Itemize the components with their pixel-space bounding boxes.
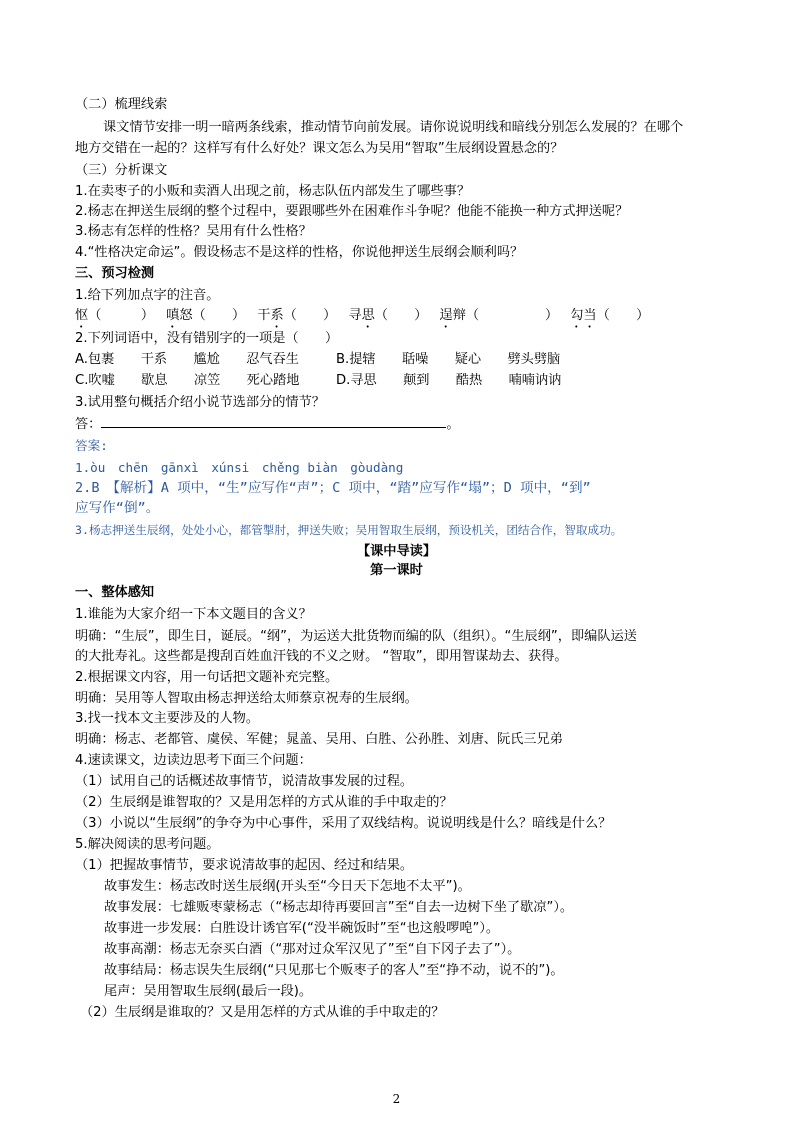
option-a: A.包裹 干系 尴尬 忍气吞生 bbox=[75, 352, 299, 367]
question-line: 4.“性格决定命运”。假设杨志不是这样的性格，你说他押送生辰纲会顺利吗？ bbox=[75, 245, 524, 260]
plot-stage: 故事发生：杨志改时送生辰纲(开头至“今日天下怎地不太平”)。 bbox=[104, 879, 471, 894]
word-char: 干 bbox=[257, 308, 271, 323]
dotted-char: 思 bbox=[361, 308, 375, 323]
dotted-char: 系 bbox=[270, 308, 284, 323]
answer-key-3: 3.杨志押送生辰纲，处处小心，都管掣肘，押送失败；吴用智取生辰纲，预设机关，团结合作，智取成功。 bbox=[75, 523, 623, 537]
option-b: B.提辖 聒噪 疑心 劈头劈脑 bbox=[336, 352, 561, 367]
dotted-char: 怄 bbox=[75, 308, 89, 323]
answer-key-2: 2.B 【解析】A 项中，“生”应写作“声”；C 项中，“踏”应写作“塌”；D 项中，“到” bbox=[75, 480, 591, 496]
dotted-char: 勾 bbox=[570, 308, 584, 323]
answer-label: 答： bbox=[75, 417, 102, 432]
question-line: 3.杨志有怎样的性格？吴用有什么性格？ bbox=[75, 224, 312, 239]
answer-text: 明确：吴用等人智取由杨志押送给太师蔡京祝寿的生辰纲。 bbox=[75, 691, 418, 706]
dotted-char: 嗔 bbox=[166, 308, 180, 323]
question-line: 1.谁能为大家介绍一下本文题目的含义？ bbox=[75, 607, 312, 622]
pinyin-items bbox=[75, 307, 649, 331]
answer-text: 明确：杨志、老都管、虞侯、军健；晁盖、吴用、白胜、公孙胜、刘唐、阮氏三兄弟 bbox=[75, 732, 563, 747]
sub-question: （2）生辰纲是谁取的？又是用怎样的方式从谁的手中取走的？ bbox=[80, 1005, 445, 1020]
question-line: 1.给下列加点字的注音。 bbox=[75, 288, 220, 303]
answer-text: 明确：“生辰”，即生日，诞辰。“纲”，为运送大批货物而编的队（组织）。“生辰纲”，即编队运送 bbox=[75, 629, 637, 644]
word-char: 辩 bbox=[452, 308, 466, 323]
answer-key-title: 答案: bbox=[75, 438, 108, 453]
question-line: 2.杨志在押送生辰纲的整个过程中，要跟哪些外在困难作斗争呢？他能不能换一种方式押送呢？ bbox=[75, 204, 629, 219]
answer-end: 。 bbox=[446, 417, 460, 432]
answer-line bbox=[75, 416, 460, 434]
sub-question: （1）把握故事情节，要求说清故事的起因、经过和结果。 bbox=[75, 858, 414, 873]
answer-blank: （ ） bbox=[88, 308, 155, 323]
answer-key-1: 1.òu chēn gānxì xúnsi chěng biàn gòudàng bbox=[75, 460, 404, 475]
lesson-title: 第一课时 bbox=[370, 563, 423, 578]
section-title-clues: （二）梳理线索 bbox=[75, 97, 168, 112]
word-char: 怒 bbox=[179, 308, 193, 323]
guide-title: 【课中导读】 bbox=[356, 544, 437, 559]
question-line: 4.速读课文，边读边思考下面三个问题： bbox=[75, 753, 312, 768]
answer-blank: （ ） bbox=[283, 308, 337, 323]
plot-stage: 尾声：吴用智取生辰纲(最后一段)。 bbox=[104, 984, 313, 999]
option-d: D.寻思 颠到 酷热 喃喃讷讷 bbox=[336, 373, 562, 388]
answer-blank: （ ） bbox=[374, 308, 428, 323]
page-number: 2 bbox=[392, 1092, 401, 1106]
dotted-char: 当 bbox=[583, 308, 597, 323]
sub-question: （2）生辰纲是谁智取的？又是用怎样的方式从谁的手中取走的？ bbox=[75, 795, 453, 810]
part-title: 一、整体感知 bbox=[75, 585, 155, 600]
sub-question: （1）试用自己的话概述故事情节，说清故事发展的过程。 bbox=[75, 774, 414, 789]
answer-underline bbox=[101, 416, 446, 428]
question-line: 3.找一找本文主要涉及的人物。 bbox=[75, 711, 260, 726]
question-line: 3.试用整句概括介绍小说节选部分的情节？ bbox=[75, 395, 325, 410]
option-c: C.吹嘘 歇息 凉笠 死心踏地 bbox=[75, 373, 300, 388]
question-line: 2.根据课文内容，用一句话把文题补充完整。 bbox=[75, 670, 339, 685]
answer-blank: （ ） bbox=[465, 308, 559, 323]
plot-stage: 故事高潮：杨志无奈买白酒（“那对过众军汉见了”至“自下冈子去了”）。 bbox=[104, 942, 521, 957]
answer-key-2-cont: 应写作“倒”。 bbox=[75, 500, 160, 516]
paragraph-line: 课文情节安排一明一暗两条线索，推动情节向前发展。请你说说明线和暗线分别怎么发展的？在哪个 bbox=[103, 120, 684, 135]
plot-stage: 故事结局：杨志误失生辰纲(“只见那七个贩枣子的客人”至“挣不动，说不的”)。 bbox=[104, 963, 564, 978]
answer-blank: （ ） bbox=[192, 308, 246, 323]
paragraph-line: 地方交错在一起的？这样写有什么好处？课文怎么为吴用“智取”生辰纲设置悬念的？ bbox=[75, 141, 564, 156]
dotted-char: 逞 bbox=[439, 308, 453, 323]
answer-blank: （ ） bbox=[596, 308, 650, 323]
section-title-preview: 三、预习检测 bbox=[75, 266, 155, 281]
word-char: 寻 bbox=[348, 308, 362, 323]
section-title-analysis: （三）分析课文 bbox=[75, 163, 168, 178]
question-line: 5.解决阅读的思考问题。 bbox=[75, 837, 220, 852]
question-line: 2.下列词语中，没有错别字的一项是（ ） bbox=[75, 331, 339, 346]
answer-text: 的大批寿礼。这些都是搜刮百姓血汗钱的不义之财。 “智取”，即用智谋劫去、获得。 bbox=[75, 649, 568, 664]
plot-stage: 故事发展：七雄贩枣蒙杨志（“杨志却待再要回言”至“自去一边树下坐了歇凉”）。 bbox=[104, 900, 574, 915]
question-line: 1.在卖枣子的小贩和卖酒人出现之前，杨志队伍内部发生了哪些事？ bbox=[75, 184, 471, 199]
plot-stage: 故事进一步发展：白胜设计诱官军(“没半碗饭时”至“也这般啰唣”）。 bbox=[104, 921, 500, 936]
sub-question: （3）小说以“生辰纲”的争夺为中心事件，采用了双线结构。说说明线是什么？暗线是什么？ bbox=[75, 816, 612, 831]
